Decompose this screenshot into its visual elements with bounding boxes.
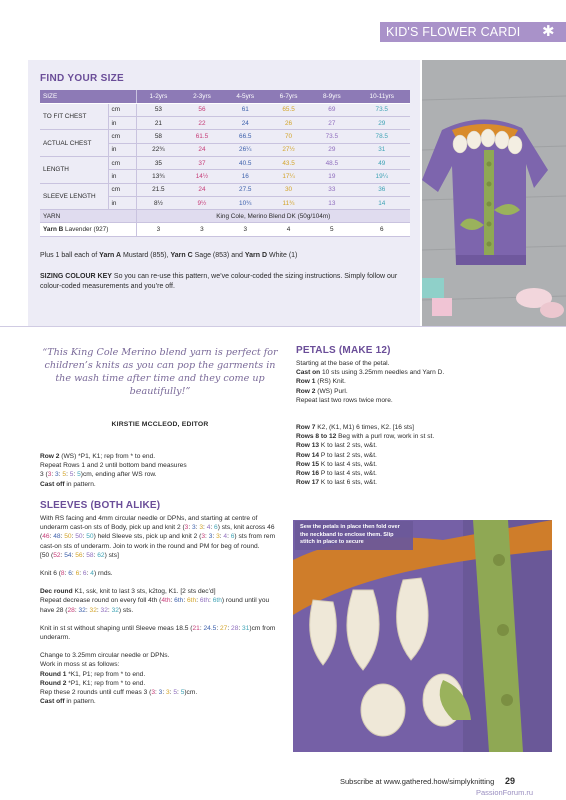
round-bold: Round 2 (40, 679, 67, 687)
unit-cell: cm (108, 156, 136, 169)
sleeves-round2 (40, 679, 285, 688)
section-divider (0, 326, 566, 327)
row-bold: Row 14 (296, 451, 320, 459)
table-cell: 21.5 (136, 183, 180, 196)
petals-row13 (296, 441, 546, 450)
sleeves-instructions (40, 514, 285, 706)
petals-rows8-12 (296, 432, 546, 441)
size-val: 50 (86, 533, 94, 541)
petals-row15 (296, 460, 546, 469)
size-col-3: 4-5yrs (224, 90, 267, 103)
unit-cell: cm (108, 103, 136, 116)
petals-row1 (296, 377, 546, 386)
table-cell: 49 (353, 156, 410, 169)
petals-row7 (296, 423, 546, 432)
sleeves-p1: With RS facing and 4mm circular needle or DPNs, and starting at centre of underarm cast-on sts of Body, pick up and knit 2 (3: 3: 3: 4: 6) sts, knit across 46 (46: 48: 50: 50: 50) held Sleeve sts, pick up and knit 2 (3: 3: 3: 4: 6) sts from rem cast-on sts of underarm. Join to work in the round and PM for beg of round. (40, 515, 276, 550)
row-bold: Row 16 (296, 470, 320, 478)
yarn-b-row (40, 223, 410, 236)
petals-title: PETALS (MAKE 12) (296, 345, 391, 356)
size-val: 52 (53, 551, 61, 559)
plus-yarn-a: Yarn A (99, 252, 122, 259)
plus-yarn-c: Yarn C (170, 252, 193, 259)
table-cell: 48.5 (310, 156, 353, 169)
dec-bold: Dec round (40, 588, 73, 596)
size-val: 6th (174, 597, 184, 605)
row-bold: Row 17 (296, 479, 320, 487)
size-val: 32 (111, 606, 119, 614)
sleeves-st-count: [50 (52: 54: 56: 58: 62) sts] (40, 551, 119, 559)
table-cell: 4 (267, 223, 310, 236)
table-cell: 22¾ (136, 143, 180, 156)
size-val: 62 (97, 551, 105, 559)
unit-cell: in (108, 143, 136, 156)
size-val: 3 (158, 689, 163, 697)
petals-row14 (296, 451, 546, 460)
yarn-row (40, 210, 410, 223)
size-val: 28 (231, 624, 239, 632)
size-val: 3 (208, 533, 213, 541)
size-val: 5 (173, 689, 178, 697)
size-val: 6 (75, 570, 80, 578)
size-val: 24.5 (203, 624, 217, 632)
sleeves-change: Change to 3.25mm circular needle or DPNs. (40, 652, 170, 660)
text-run: ) round until you have 28 ( (40, 597, 270, 614)
castoff-bold: Cast off (40, 698, 65, 706)
sizing-colour-key (40, 272, 410, 292)
unit-cell: in (108, 117, 136, 130)
size-val: 6th (212, 597, 222, 605)
plus-t2: Mustard (855), (121, 252, 171, 259)
size-val: 3 (151, 689, 155, 697)
size-table (40, 90, 410, 237)
text-run: ) sts from rem cast-on sts of underarm. Join to work in the round and PM for beg of round. (40, 533, 276, 550)
yarn-b-label (40, 223, 136, 236)
table-cell: 33 (310, 183, 353, 196)
size-val: 6 (82, 570, 87, 578)
unit-cell: cm (108, 130, 136, 143)
table-cell: 5 (310, 223, 353, 236)
table-cell: 3 (180, 223, 223, 236)
size-header-label: SIZE (40, 90, 136, 103)
sleeves-title: SLEEVES (BOTH ALIKE) (40, 500, 161, 511)
table-cell: 73.5 (353, 103, 410, 116)
size-val: 31 (242, 624, 250, 632)
text-run: Knit 6 ( (40, 570, 61, 578)
page-number: 29 (505, 776, 516, 786)
table-cell: 6 (353, 223, 410, 236)
text-run: 10 sts using 3.25mm needles and Yarn D. (320, 369, 445, 377)
text-run: ) sts. (118, 606, 134, 614)
table-cell: 70 (267, 130, 310, 143)
table-cell: 73.5 (310, 130, 353, 143)
text-run: )cm. (184, 689, 198, 697)
sleeves-castoff (40, 697, 285, 706)
size-val: 6th (199, 597, 210, 605)
find-size-title: FIND YOUR SIZE (40, 73, 125, 84)
table-cell: 9½ (180, 196, 223, 209)
size-val: 50 (75, 533, 83, 541)
editor-quote: “This King Cole Merino blend yarn is perfect for children’s knits as you can pop the garments in the wash time after time and they come up beautifully!” (42, 347, 278, 397)
key-bold: SIZING COLOUR KEY (40, 273, 112, 280)
table-cell: 61.5 (180, 130, 223, 143)
petals-repeat: Repeat last two rows twice more. (296, 396, 393, 404)
table-cell: 37 (180, 156, 223, 169)
yarn-label: YARN (40, 210, 136, 223)
unit-cell: in (108, 196, 136, 209)
petals-illustration (293, 520, 552, 752)
size-val: 5 (180, 689, 185, 697)
size-val: 3 (166, 689, 170, 697)
petals-row2 (296, 387, 546, 396)
plus-t1: Plus 1 ball each of (40, 252, 100, 259)
text-run: Knit in st st without shaping until Sleeve meas 18.5 ( (40, 624, 193, 632)
table-cell: 26¼ (224, 143, 267, 156)
text-run: ) rnds. (93, 570, 113, 578)
text-run: Repeat decrease round on every foll 4th ( (40, 597, 162, 605)
table-cell: 24 (224, 117, 267, 130)
text-run: *P1, K1; rep from * to end. (66, 679, 146, 687)
table-cell: 53 (136, 103, 180, 116)
row-bold: Row 15 (296, 460, 320, 468)
row-bold: Row 1 (296, 378, 316, 386)
sleeves-moss: Work in moss st as follows: (40, 661, 120, 669)
photo-caption: Sew the petals in place then fold over the neckband to enclose them. Slip stitch in place to secure (295, 521, 413, 550)
table-cell: 35 (136, 156, 180, 169)
row-label-chest: TO FIT CHEST (40, 103, 108, 130)
table-cell: 29 (353, 117, 410, 130)
size-val: 6 (230, 533, 235, 541)
size-col-6: 10-11yrs (353, 90, 410, 103)
text-run: K to last 6 sts, w&t. (319, 479, 377, 487)
size-val: 4 (206, 524, 211, 532)
size-val: 4 (90, 570, 94, 578)
size-val: 6th (187, 597, 197, 605)
table-row (40, 103, 410, 116)
text-run: K1, ssk, knit to last 3 sts, k2tog, K1. [2 sts dec’d] (72, 588, 216, 596)
sleeves-round1 (40, 670, 285, 679)
size-col-5: 8-9yrs (310, 90, 353, 103)
table-cell: 58 (136, 130, 180, 143)
table-cell: 17¼ (267, 170, 310, 183)
table-cell: 13¾ (136, 170, 180, 183)
text-run: *K1, P1; rep from * to end. (66, 670, 146, 678)
round-bold: Round 1 (40, 670, 67, 678)
yarn-value: King Cole, Merino Blend DK (50g/104m) (136, 210, 410, 223)
table-cell: 31 (353, 143, 410, 156)
size-val: 4th (161, 597, 171, 605)
text-run: Beg with a purl row, work in st st. (336, 433, 435, 441)
text-run: With RS facing and 4mm circular needle or DPNs, and starting at centre of underarm cast-on sts of Body, pick up and knit 2 ( (40, 515, 258, 532)
row-bold: Row 2 (296, 387, 316, 395)
text-run: P to last 2 sts, w&t. (319, 451, 377, 459)
table-cell: 22 (180, 117, 223, 130)
table-cell: 26 (267, 117, 310, 130)
watermark: PassionForum.ru (476, 788, 534, 797)
plus-yarn-d: Yarn D (244, 252, 268, 259)
size-val: 6 (214, 524, 218, 532)
size-table-header (40, 90, 410, 103)
row-bold: Rows 8 to 12 (296, 433, 337, 441)
size-val: 6 (68, 570, 72, 578)
table-cell: 19¼ (353, 170, 410, 183)
table-cell: 40.5 (224, 156, 267, 169)
size-val: 5 (77, 471, 81, 479)
table-cell: 36 (353, 183, 410, 196)
petals-caston (296, 368, 546, 377)
size-col-1: 1-2yrs (136, 90, 180, 103)
size-val: 32 (89, 606, 97, 614)
size-val: 3 (55, 471, 59, 479)
table-cell: 65.5 (267, 103, 310, 116)
text-run: ) sts] (104, 551, 119, 559)
yarn-b-bold: Yarn B (43, 226, 64, 234)
castoff-text: in pattern. (64, 480, 96, 488)
petals-closeup-photo (293, 520, 552, 752)
table-cell: 27.5 (224, 183, 267, 196)
table-cell: 61 (224, 103, 267, 116)
size-val: 8 (60, 570, 65, 578)
text-run: K to last 2 sts, w&t. (319, 442, 377, 450)
unit-cell: cm (108, 183, 136, 196)
rib-repeat-line: Repeat Rows 1 and 2 until bottom band measures (40, 462, 187, 470)
size-val: 3 (47, 471, 52, 479)
size-col-4: 6-7yrs (267, 90, 310, 103)
sleeves-knit-rnds: Knit 6 (8: 6: 6: 6: 4) rnds. (40, 570, 113, 578)
size-val: 3 (199, 524, 204, 532)
table-cell: 3 (224, 223, 267, 236)
sleeves-dec-repeat: Repeat decrease round on every foll 4th (4th: 6th: 6th: 6th: 6th) round until you have 28 (28: 32: 32: 32: 32) sts. (40, 597, 270, 614)
rib-repeat-end: )cm, ending after WS row. (80, 471, 157, 479)
table-row (40, 156, 410, 169)
table-cell: 3 (136, 223, 180, 236)
size-val: 5 (69, 471, 74, 479)
plus-yarns-text (40, 252, 410, 259)
table-cell: 27½ (267, 143, 310, 156)
table-cell: 30 (267, 183, 310, 196)
table-cell: 14½ (180, 170, 223, 183)
table-cell: 10¾ (224, 196, 267, 209)
size-val: 50 (64, 533, 72, 541)
size-val: 3 (40, 471, 44, 479)
quote-attribution: KIRSTIE MCCLEOD, EDITOR (111, 421, 209, 428)
size-val: 3 (201, 533, 206, 541)
size-val: 32 (78, 606, 86, 614)
table-cell: 78.5 (353, 130, 410, 143)
size-val: 58 (86, 551, 94, 559)
size-val: 28 (67, 606, 75, 614)
plus-t3: Sage (853) and (192, 252, 245, 259)
table-cell: 24 (180, 143, 223, 156)
unit-cell: in (108, 170, 136, 183)
table-cell: 13 (310, 196, 353, 209)
row-bold: Row 13 (296, 442, 320, 450)
table-cell: 29 (310, 143, 353, 156)
yarn-b-rest: Lavender (927) (63, 226, 109, 234)
page-title: KID'S FLOWER CARDI (386, 25, 521, 39)
table-row (40, 183, 410, 196)
star-icon: ✱ (542, 23, 555, 40)
table-cell: 14 (353, 196, 410, 209)
size-val: 56 (75, 551, 83, 559)
row-bold: Row 7 (296, 424, 316, 432)
text-run: K2, (K1, M1) 6 times, K2. [16 sts] (315, 424, 414, 432)
row-label-length: LENGTH (40, 156, 108, 183)
size-val: 21 (192, 624, 200, 632)
text-run: (RS) Knit. (315, 378, 346, 386)
rib-row2-bold: Row 2 (40, 453, 60, 460)
text-run: in pattern. (64, 698, 96, 706)
petals-start: Starting at the base of the petal. (296, 360, 390, 367)
size-val: 46 (42, 533, 50, 541)
table-cell: 27 (310, 117, 353, 130)
footer-subscribe: Subscribe at www.gathered.how/simplyknitting (340, 777, 495, 786)
size-val: 48 (53, 533, 61, 541)
size-val: 4 (223, 533, 228, 541)
table-cell: 43.5 (267, 156, 310, 169)
caston-bold: Cast on (296, 369, 321, 377)
sleeves-rep-cuff: Rep these 2 rounds until cuff meas 3 (3: 3: 3: 5: 5)cm. (40, 689, 198, 697)
text-run: K to last 4 sts, w&t. (319, 460, 377, 468)
text-run: [50 ( (40, 551, 54, 559)
text-run: (WS) Purl. (315, 387, 348, 395)
cardigan-photo (422, 60, 566, 326)
text-run: ) sts, knit across 46 ( (40, 524, 275, 541)
text-run: Rep these 2 rounds until cuff meas 3 ( (40, 689, 152, 697)
table-cell: 56 (180, 103, 223, 116)
table-cell: 11¾ (267, 196, 310, 209)
row-label-actual-chest: ACTUAL CHEST (40, 130, 108, 157)
key-text: So you can re-use this pattern, we’ve colour-coded the sizing instructions. Simply follow our colour-coded measurements and you’re off. (40, 273, 398, 290)
table-row (40, 130, 410, 143)
table-cell: 19 (310, 170, 353, 183)
text-run: ) held Sleeve sts, pick up and knit 2 ( (93, 533, 202, 541)
rib-castoff (40, 480, 285, 489)
size-val: 27 (220, 624, 228, 632)
rib-instructions (40, 452, 285, 489)
size-col-2: 2-3yrs (180, 90, 223, 103)
size-val: 3 (216, 533, 220, 541)
size-val: 54 (64, 551, 72, 559)
plus-t4: White (1) (267, 252, 298, 259)
table-cell: 66.5 (224, 130, 267, 143)
rib-row2 (40, 452, 285, 461)
table-cell: 24 (180, 183, 223, 196)
rib-row2-text: (WS) *P1, K1; rep from * to end. (59, 453, 156, 460)
cardigan-illustration (422, 60, 566, 326)
table-cell: 21 (136, 117, 180, 130)
castoff-bold: Cast off (40, 480, 65, 488)
size-val: 32 (100, 606, 108, 614)
text-run: )cm from underarm. (40, 624, 276, 642)
table-cell: 16 (224, 170, 267, 183)
petals-row16 (296, 469, 546, 478)
table-cell: 8½ (136, 196, 180, 209)
size-val: 5 (62, 471, 67, 479)
size-val: 3 (192, 524, 196, 532)
text-run: P to last 4 sts, w&t. (319, 470, 377, 478)
sleeves-st-st: Knit in st st without shaping until Sleeve meas 18.5 (21: 24.5: 27: 28: 31)cm from underarm. (40, 624, 276, 642)
petals-instructions (296, 359, 546, 487)
sleeves-dec-round (40, 587, 285, 596)
petals-row17 (296, 478, 546, 487)
size-val: 3 (184, 524, 189, 532)
table-cell: 69 (310, 103, 353, 116)
rib-repeat-values: 3 (3: 3: 5: 5: 5)cm, ending after WS row. (40, 471, 157, 479)
row-label-sleeve: SLEEVE LENGTH (40, 183, 108, 210)
